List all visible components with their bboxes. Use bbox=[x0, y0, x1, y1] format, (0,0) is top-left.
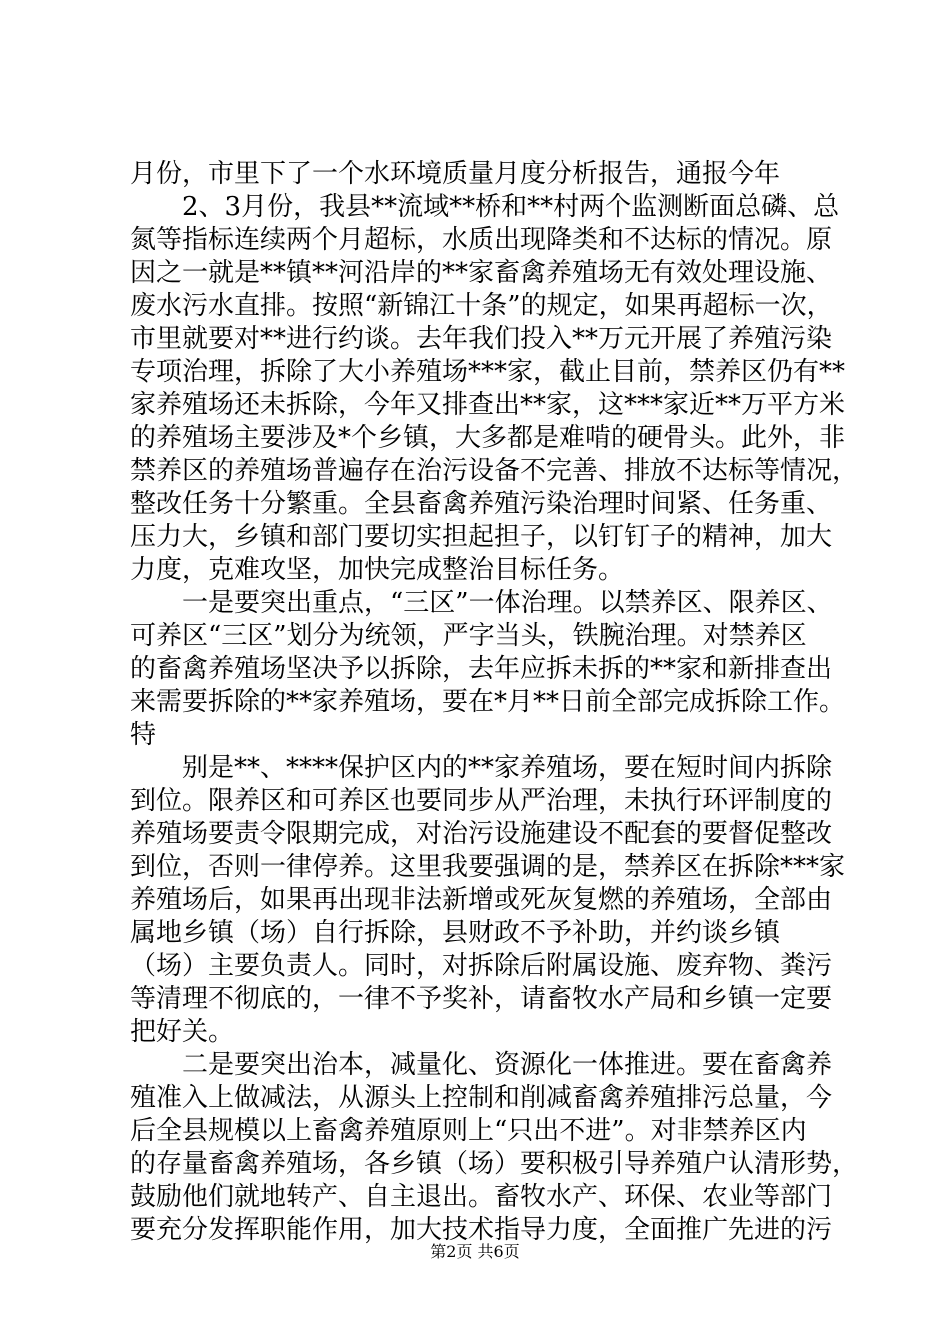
text-line: 等清理不彻底的，一律不予奖补，请畜牧水产局和乡镇一定要 bbox=[130, 984, 833, 1014]
page-footer: 第2页 共6页 bbox=[430, 1242, 520, 1261]
text-line: 后全县规模以上畜禽养殖原则上“只出不进”。对非禁养区内 bbox=[130, 1116, 807, 1146]
text-line: 压力大，乡镇和部门要切实担起担子，以钉钉子的精神，加大 bbox=[130, 522, 833, 552]
text-line: 的存量畜禽养殖场，各乡镇（场）要积极引导养殖户认清形势， bbox=[130, 1149, 859, 1179]
text-line: 要充分发挥职能作用，加大技术指导力度，全面推广先进的污 bbox=[130, 1215, 833, 1245]
text-line: 来需要拆除的**家养殖场，要在*月**日前全部完成拆除工作。 bbox=[130, 687, 846, 717]
text-line: 特 bbox=[130, 720, 157, 750]
text-line: 可养区“三区”划分为统领，严字当头，铁腕治理。对禁养区 bbox=[130, 621, 807, 651]
text-line: 月份，市里下了一个水环境质量月度分析报告，通报今年 bbox=[130, 159, 781, 189]
text-line: 一是要突出重点，“三区”一体治理。以禁养区、限养区、 bbox=[182, 588, 833, 618]
text-line: 殖准入上做减法，从源头上控制和削减畜禽养殖排污总量，今 bbox=[130, 1083, 833, 1113]
text-line: 氮等指标连续两个月超标，水质出现降类和不达标的情况。原 bbox=[130, 225, 833, 255]
text-line: 整改任务十分繁重。全县畜禽养殖污染治理时间紧、任务重、 bbox=[130, 489, 833, 519]
text-line: 到位。限养区和可养区也要同步从严治理，未执行环评制度的 bbox=[130, 786, 833, 816]
text-line: 别是**、****保护区内的**家养殖场，要在短时间内拆除 bbox=[182, 753, 833, 783]
text-line: 市里就要对**进行约谈。去年我们投入**万元开展了养殖污染 bbox=[130, 324, 833, 354]
text-line: 二是要突出治本，减量化、资源化一体推进。要在畜禽养 bbox=[182, 1050, 833, 1080]
text-line: 把好关。 bbox=[130, 1017, 235, 1047]
text-line: 2、3月份，我县**流域**桥和**村两个监测断面总磷、总 bbox=[182, 192, 840, 222]
text-line: 的养殖场主要涉及*个乡镇，大多都是难啃的硬骨头。此外，非 bbox=[130, 423, 846, 453]
text-line: 养殖场后，如果再出现非法新增或死灰复燃的养殖场，全部由 bbox=[130, 885, 833, 915]
text-line: 废水污水直排。按照“新锦江十条”的规定，如果再超标一次， bbox=[130, 291, 833, 321]
text-line: 因之一就是**镇**河沿岸的**家畜禽养殖场无有效处理设施、 bbox=[130, 258, 833, 288]
text-line: 家养殖场还未拆除，今年又排查出**家，这***家近**万平方米 bbox=[130, 390, 846, 420]
text-line: 养殖场要责令限期完成，对治污设施建设不配套的要督促整改 bbox=[130, 819, 833, 849]
document-body bbox=[130, 158, 859, 1247]
text-line: （场）主要负责人。同时，对拆除后附属设施、废弃物、粪污 bbox=[130, 951, 833, 981]
text-line: 禁养区的养殖场普遍存在治污设备不完善、排放不达标等情况， bbox=[130, 456, 859, 486]
text-line: 力度，克难攻坚，加快完成整治目标任务。 bbox=[130, 555, 625, 585]
text-line: 属地乡镇（场）自行拆除，县财政不予补助，并约谈乡镇 bbox=[130, 918, 781, 948]
text-line: 的畜禽养殖场坚决予以拆除，去年应拆未拆的**家和新排查出 bbox=[130, 654, 833, 684]
text-line: 到位，否则一律停养。这里我要强调的是，禁养区在拆除***家 bbox=[130, 852, 846, 882]
text-line: 专项治理，拆除了大小养殖场***家，截止目前，禁养区仍有** bbox=[130, 357, 846, 387]
text-line: 鼓励他们就地转产、自主退出。畜牧水产、环保、农业等部门 bbox=[130, 1182, 833, 1212]
